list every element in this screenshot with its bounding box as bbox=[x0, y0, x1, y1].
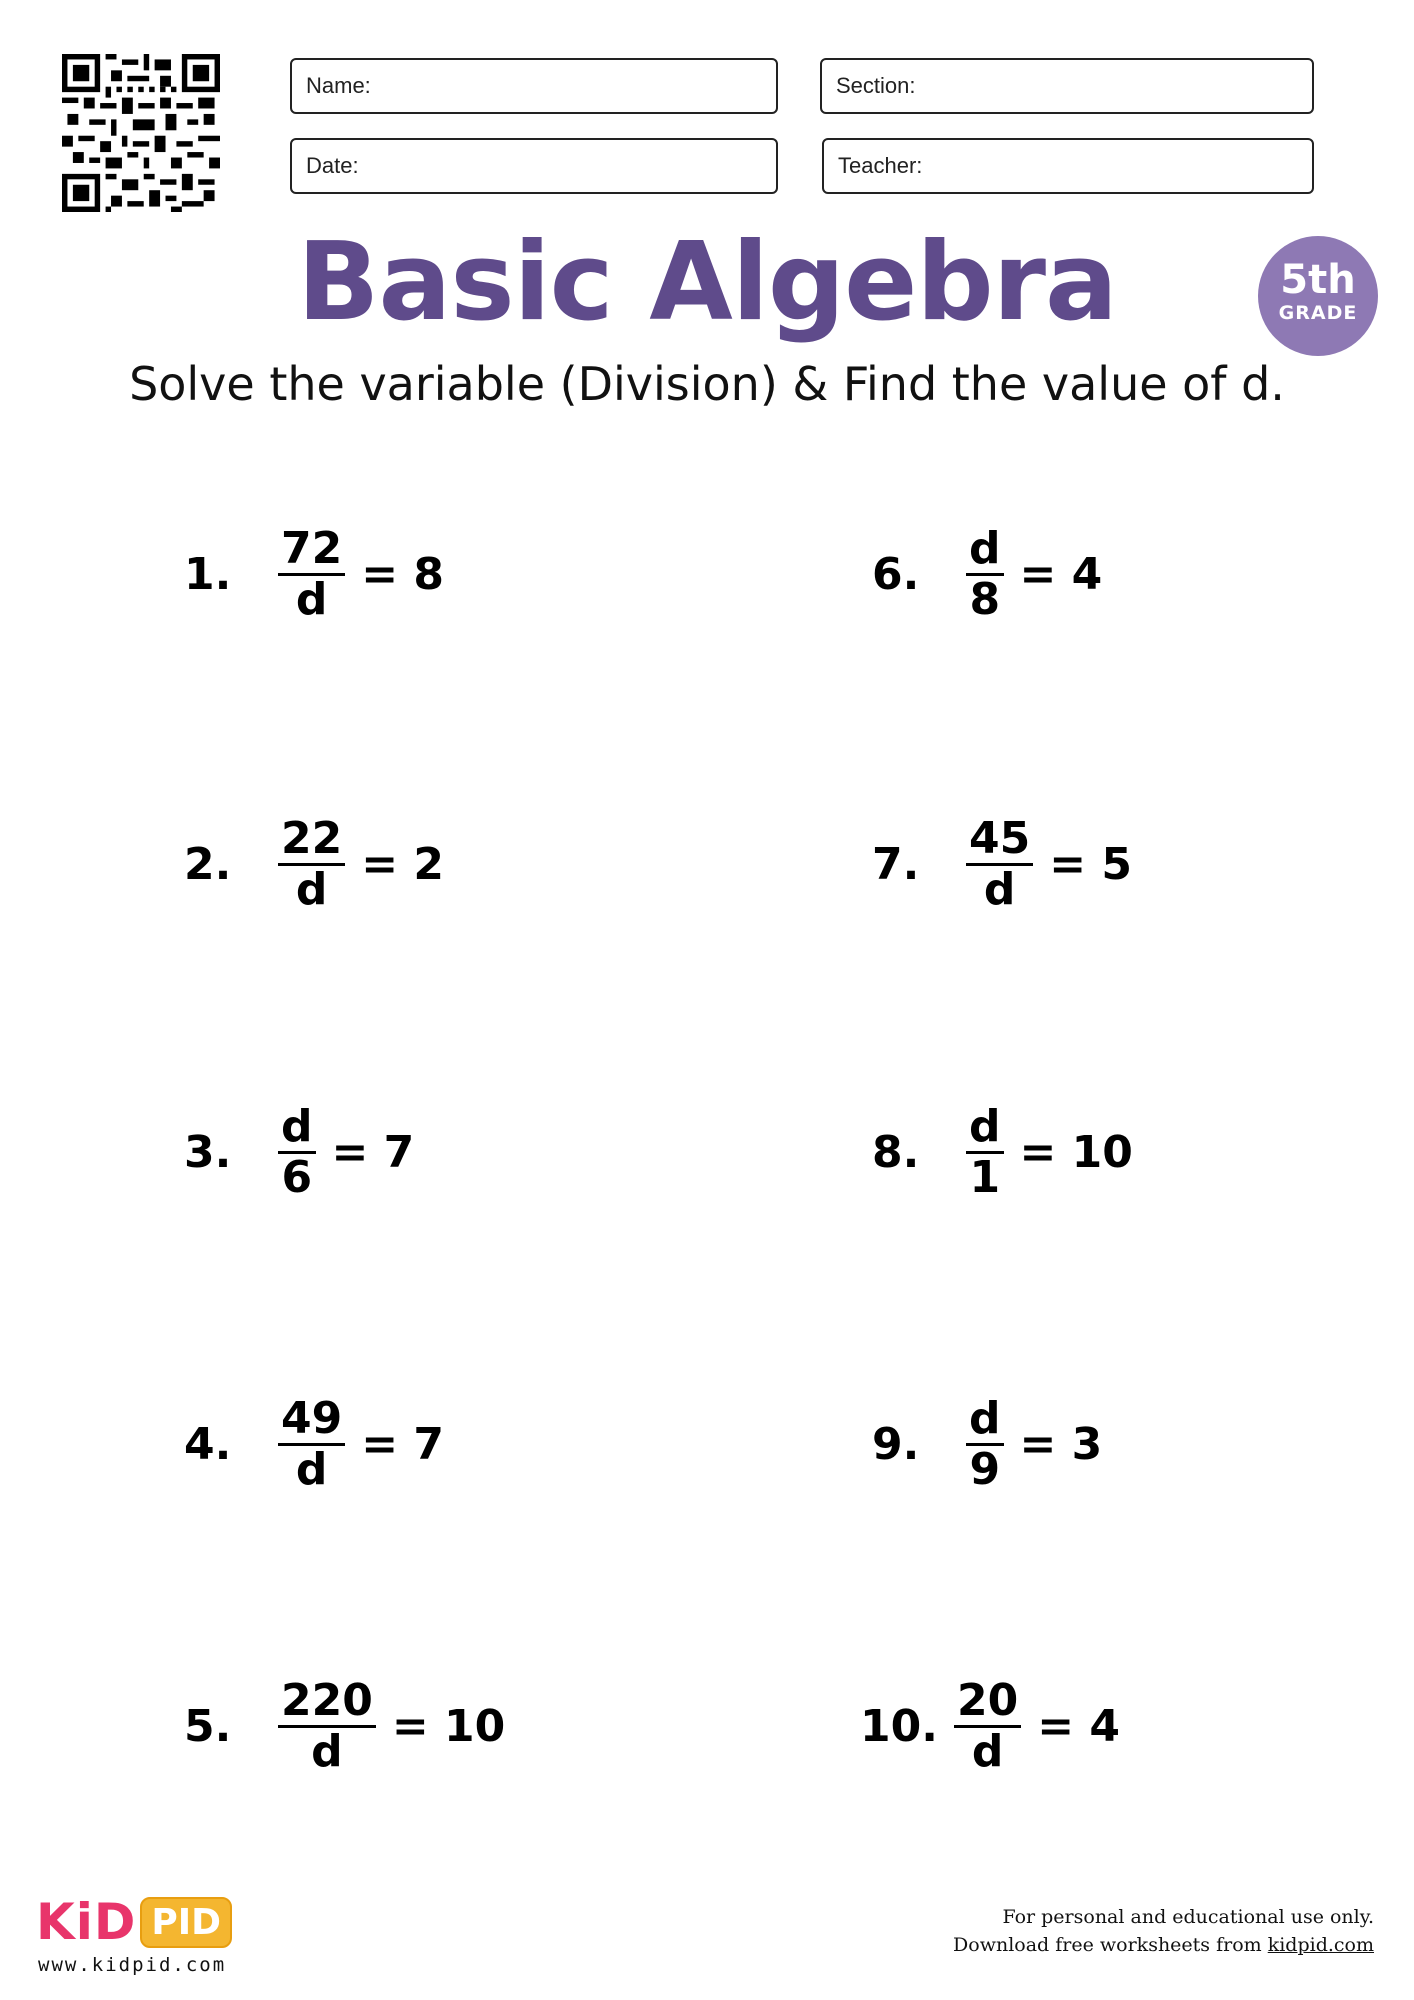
problem-6 bbox=[872, 514, 1102, 634]
section-field[interactable] bbox=[820, 58, 1314, 114]
numerator: 22 bbox=[278, 815, 345, 866]
numerator: d bbox=[966, 1103, 1004, 1154]
result: = 5 bbox=[1049, 838, 1133, 890]
footer-link[interactable]: kidpid.com bbox=[1267, 1934, 1374, 1956]
problem-8 bbox=[872, 1092, 1133, 1212]
problem-3 bbox=[184, 1092, 414, 1212]
fraction bbox=[966, 812, 1033, 915]
grade-label: GRADE bbox=[1278, 302, 1358, 324]
denominator: d bbox=[311, 1725, 343, 1777]
problem-4 bbox=[184, 1384, 444, 1504]
footer-download-note bbox=[674, 1934, 1374, 1956]
grade-badge bbox=[1258, 236, 1378, 356]
result: = 10 bbox=[1019, 1126, 1133, 1178]
problem-1 bbox=[184, 514, 444, 634]
fraction bbox=[278, 1392, 345, 1495]
problem-number: 7. bbox=[872, 838, 920, 890]
problem-number: 2. bbox=[184, 838, 232, 890]
numerator: 45 bbox=[966, 815, 1033, 866]
instructions: Solve the variable (Division) & Find the value of d. bbox=[129, 357, 1285, 411]
numerator: 49 bbox=[278, 1395, 345, 1446]
denominator: 1 bbox=[969, 1151, 1001, 1203]
numerator: 220 bbox=[278, 1677, 376, 1728]
denominator: 9 bbox=[969, 1443, 1001, 1495]
result: = 2 bbox=[361, 838, 445, 890]
problem-2 bbox=[184, 804, 444, 924]
problem-number: 10. bbox=[860, 1700, 938, 1752]
logo-website[interactable]: www.kidpid.com bbox=[38, 1954, 227, 1976]
result: = 8 bbox=[361, 548, 445, 600]
problem-9 bbox=[872, 1384, 1102, 1504]
fraction bbox=[278, 812, 345, 915]
footer-usage-note: For personal and educational use only. bbox=[1002, 1906, 1374, 1928]
problem-10 bbox=[860, 1666, 1120, 1786]
numerator: d bbox=[966, 1395, 1004, 1446]
denominator: d bbox=[295, 573, 328, 625]
denominator: d bbox=[971, 1725, 1004, 1777]
denominator: d bbox=[295, 1443, 328, 1495]
date-label: Date: bbox=[306, 153, 359, 178]
logo-pid-text: PID bbox=[140, 1897, 232, 1948]
fraction bbox=[278, 522, 345, 625]
fraction bbox=[278, 1100, 316, 1203]
problem-5 bbox=[184, 1666, 505, 1786]
result: = 7 bbox=[361, 1418, 445, 1470]
problem-7 bbox=[872, 804, 1132, 924]
kidpid-logo[interactable] bbox=[36, 1892, 232, 1952]
fraction bbox=[966, 522, 1004, 625]
problem-number: 6. bbox=[872, 548, 920, 600]
problem-number: 5. bbox=[184, 1700, 232, 1752]
fraction bbox=[278, 1674, 376, 1777]
problem-number: 3. bbox=[184, 1126, 232, 1178]
result: = 4 bbox=[1019, 548, 1103, 600]
teacher-label: Teacher: bbox=[838, 153, 923, 178]
result: = 10 bbox=[391, 1700, 506, 1752]
name-label: Name: bbox=[306, 73, 371, 98]
numerator: d bbox=[278, 1103, 316, 1154]
footer-download-text: Download free worksheets from bbox=[953, 1934, 1268, 1956]
numerator: 72 bbox=[278, 525, 345, 576]
problem-number: 8. bbox=[872, 1126, 920, 1178]
logo-kid-text: KiD bbox=[36, 1893, 137, 1951]
result: = 7 bbox=[331, 1126, 415, 1178]
denominator: d bbox=[983, 863, 1016, 915]
name-field[interactable] bbox=[290, 58, 778, 114]
fraction bbox=[966, 1392, 1004, 1495]
numerator: 20 bbox=[954, 1677, 1021, 1728]
fraction bbox=[966, 1100, 1004, 1203]
grade-number: 5th bbox=[1280, 257, 1356, 303]
denominator: d bbox=[295, 863, 328, 915]
problem-number: 1. bbox=[184, 548, 232, 600]
denominator: 6 bbox=[281, 1151, 313, 1203]
numerator: d bbox=[966, 525, 1004, 576]
denominator: 8 bbox=[969, 573, 1001, 625]
problem-number: 4. bbox=[184, 1418, 232, 1470]
problem-number: 9. bbox=[872, 1418, 920, 1470]
result: = 4 bbox=[1037, 1700, 1121, 1752]
section-label: Section: bbox=[836, 73, 916, 98]
fraction bbox=[954, 1674, 1021, 1777]
qr-code-icon[interactable] bbox=[62, 54, 220, 212]
date-field[interactable] bbox=[290, 138, 778, 194]
teacher-field[interactable] bbox=[822, 138, 1314, 194]
result: = 3 bbox=[1019, 1418, 1103, 1470]
page-title: Basic Algebra bbox=[297, 220, 1117, 345]
